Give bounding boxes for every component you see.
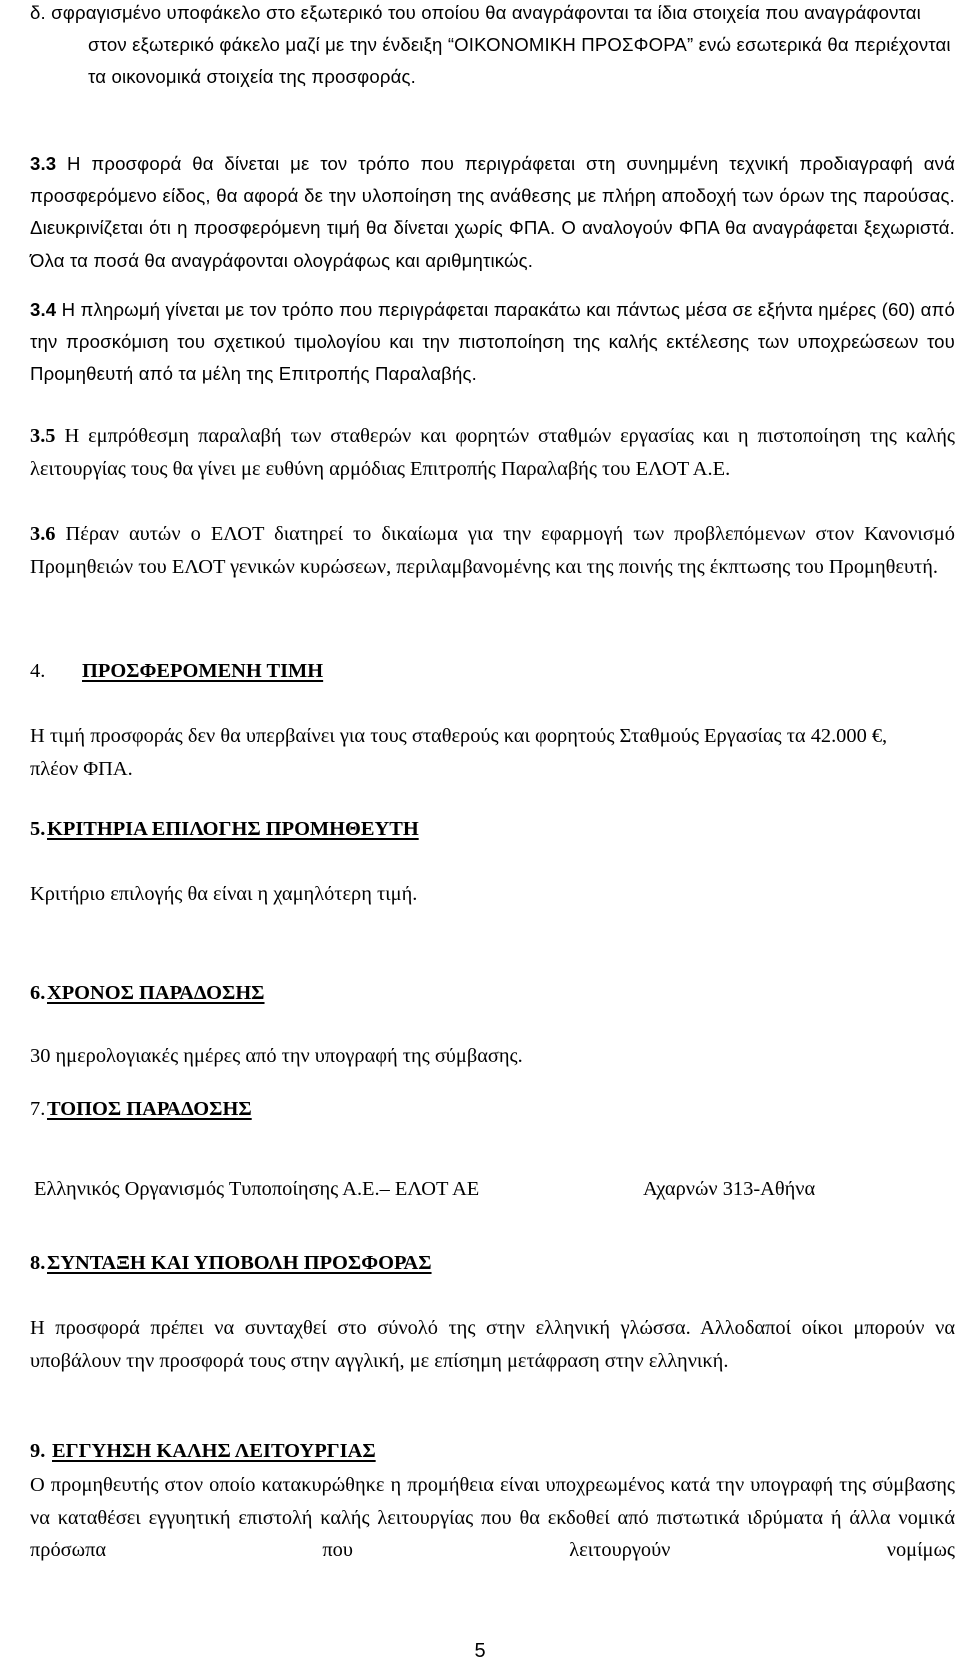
section-6-body: 30 ημερολογιακές ημέρες από την υπογραφή της σύμβασης. bbox=[30, 1045, 523, 1067]
section-5-number: 5. bbox=[30, 818, 46, 840]
section-6-heading bbox=[30, 982, 265, 1005]
clause-3-5 bbox=[30, 420, 955, 485]
page-number: 5 bbox=[474, 1640, 486, 1662]
section-9-heading bbox=[30, 1440, 376, 1463]
clause-3-4-text: Η πληρωμή γίνεται με τον τρόπο που περιγράφεται παρακάτω και πάντως μέσα σε εξήντα ημέρες (60) από την προσκόμιση του σχετικού τιμολογίου και την πιστοποίηση της καλής εκτέλεσης των υποχρεώσεων του Προμηθευτή από τα μέλη της Επιτροπής Παραλαβής. bbox=[30, 299, 955, 385]
clause-3-3-text: Η προσφορά θα δίνεται με τον τρόπο που περιγράφεται στη συνημμένη τεχνική προδιαγραφή ανά προσφερόμενο είδος, θα αφορά δε την υλοποίηση της ανάθεσης με πλήρη αποδοχή των όρων της παρούσας. Διευκρινίζεται ότι η προσφερόμενη τιμή θα δίνεται χωρίς ΦΠΑ. Ο αναλογούν ΦΠΑ θα αναγράφεται ξεχωριστά. Όλα τα ποσά θα αναγράφονται ολογράφως και αριθμητικώς. bbox=[30, 153, 955, 271]
section-4-number: 4. bbox=[30, 660, 46, 682]
paragraph-d: δ. σφραγισμένο υποφάκελο στο εξωτερικό του οποίου θα αναγράφονται τα ίδια στοιχεία που αναγράφονται στον εξωτερικό φάκελο μαζί με την ένδειξη “ΟΙΚΟΝΟΜΙΚΗ ΠΡΟΣΦΟΡΑ” ενώ εσωτερικά θα περιέχονται τα οικονομικά στοιχεία της προσφοράς. bbox=[30, 2, 951, 88]
section-8-number: 8. bbox=[30, 1252, 46, 1274]
section-5-body: Κριτήριο επιλογής θα είναι η χαμηλότερη τιμή. bbox=[30, 883, 418, 905]
section-7-number: 7. bbox=[30, 1098, 46, 1120]
section-8-heading bbox=[30, 1252, 432, 1275]
clause-3-4 bbox=[30, 294, 955, 391]
section-9-body: Ο προμηθευτής στον οποίο κατακυρώθηκε η προμήθεια είναι υποχρεωμένος κατά την υπογραφή της σύμβασης να καταθέσει εγγυητική επιστολή καλής λειτουργίας που θα εκδοθεί από πιστωτικά ιδρύματα ή άλλα νομικά πρόσωπα που λειτουργούν νομίμως bbox=[30, 1474, 955, 1562]
section-5-title: ΚΡΙΤΗΡΙΑ ΕΠΙΛΟΓΗΣ ΠΡΟΜΗΘΕΥΤΗ bbox=[47, 818, 419, 840]
section-6-title: ΧΡΟΝΟΣ ΠΑΡΑΔΟΣΗΣ bbox=[47, 982, 265, 1004]
section-9-title: ΕΓΓΥΗΣΗ ΚΑΛΗΣ ΛΕΙΤΟΥΡΓΙΑΣ bbox=[52, 1440, 376, 1462]
clause-3-5-text: Η εμπρόθεσμη παραλαβή των σταθερών και φορητών σταθμών εργασίας και η πιστοποίηση της καλής λειτουργίας τους θα γίνει με ευθύνη αρμόδιας Επιτροπής Παραλαβής του ΕΛΟΤ Α.Ε. bbox=[30, 425, 955, 480]
section-8-title: ΣΥΝΤΑΞΗ ΚΑΙ ΥΠΟΒΟΛΗ ΠΡΟΣΦΟΡΑΣ bbox=[47, 1252, 432, 1274]
section-7-body-address: Αχαρνών 313-Αθήνα bbox=[643, 1178, 816, 1200]
clause-3-4-number: 3.4 bbox=[30, 299, 57, 320]
section-5-heading bbox=[30, 818, 419, 841]
section-7-body bbox=[30, 1173, 955, 1207]
section-7-title: ΤΟΠΟΣ ΠΑΡΑΔΟΣΗΣ bbox=[47, 1098, 252, 1120]
section-7-heading bbox=[30, 1098, 252, 1121]
clause-3-6-text: Πέραν αυτών ο ΕΛΟΤ διατηρεί το δικαίωμα για την εφαρμογή των προβλεπόμενων στον Κανονισμό Προμηθειών του ΕΛΟΤ γενικών κυρώσεων, περιλαμβανομένης και της ποινής της έκπτωσης του Προμηθευτή. bbox=[30, 523, 955, 578]
section-4-title: ΠΡΟΣΦΕΡΟΜΕΝΗ ΤΙΜΗ bbox=[82, 660, 324, 682]
section-4-heading bbox=[30, 660, 323, 683]
clause-3-6-number: 3.6 bbox=[30, 523, 56, 545]
section-9-number: 9. bbox=[30, 1440, 46, 1462]
clause-3-3-number: 3.3 bbox=[30, 153, 57, 174]
clause-3-6 bbox=[30, 518, 955, 583]
section-4-body: Η τιμή προσφοράς δεν θα υπερβαίνει για τους σταθερούς και φορητούς Σταθμούς Εργασίας τα 42.000 €, πλέον ΦΠΑ. bbox=[30, 725, 888, 780]
section-8-body: Η προσφορά πρέπει να συνταχθεί στο σύνολό της στην ελληνική γλώσσα. Αλλοδαποί οίκοι μπορούν να υποβάλουν την προσφορά τους στην αγγλική, με επίσημη μετάφραση στην ελληνική. bbox=[30, 1317, 955, 1372]
clause-3-3 bbox=[30, 148, 955, 277]
clause-3-5-number: 3.5 bbox=[30, 425, 56, 447]
section-7-body-organization: Ελληνικός Οργανισμός Τυποποίησης Α.Ε.– ΕΛΟΤ ΑΕ bbox=[34, 1178, 480, 1200]
section-6-number: 6. bbox=[30, 982, 46, 1004]
